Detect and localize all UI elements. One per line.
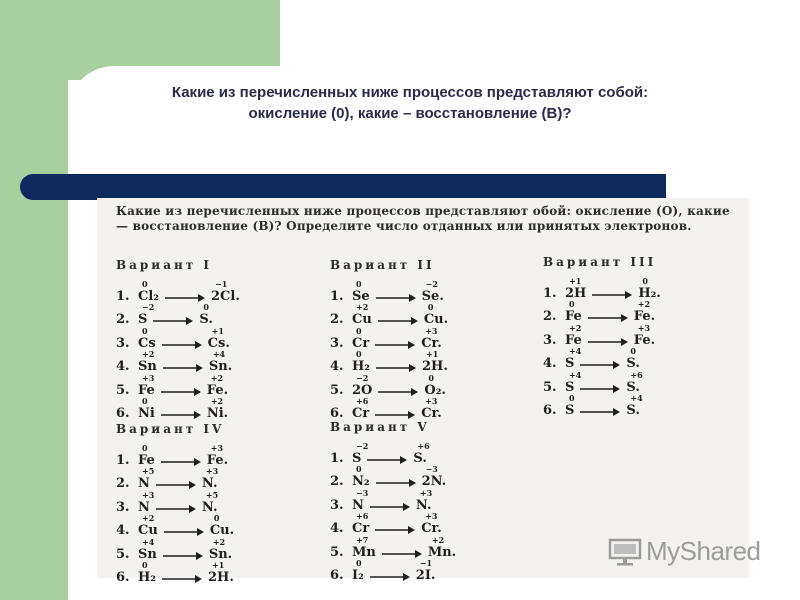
reactant-formula: N₂ <box>352 474 370 489</box>
reaction-number: 4. <box>116 523 130 538</box>
reaction-number: 1. <box>330 288 344 304</box>
reaction-row <box>116 515 326 539</box>
product <box>633 322 656 348</box>
reaction-arrow-icon <box>588 336 628 348</box>
product <box>421 396 442 421</box>
reaction-row <box>330 536 540 560</box>
reactant-oxidation-state: 0 <box>142 278 148 289</box>
reactant-oxidation-state: −2 <box>356 372 369 383</box>
product <box>421 349 448 374</box>
product-formula: N. <box>201 476 218 491</box>
reaction-row <box>116 280 326 304</box>
reaction-arrow-icon <box>376 362 416 374</box>
reaction-number: 4. <box>330 359 344 374</box>
product-formula: Ni. <box>206 406 229 421</box>
reactant-formula: Fe <box>565 309 582 324</box>
reaction-number: 5. <box>330 544 344 560</box>
reactant-formula: Fe <box>138 382 155 398</box>
reactant-formula: 2H <box>565 285 587 301</box>
reaction-row <box>116 327 326 351</box>
product-oxidation-state: +3 <box>419 487 433 498</box>
reaction-arrow-icon <box>382 548 422 560</box>
reactant-formula: S <box>565 403 575 418</box>
reactant-oxidation-state: 0 <box>142 396 148 406</box>
reactant-formula: S <box>565 379 575 395</box>
reactant-formula: Cu <box>138 523 158 538</box>
reactant-formula: Sn <box>138 359 157 374</box>
reaction-row <box>330 442 540 466</box>
reaction-arrow-icon <box>162 339 202 351</box>
reactant-oxidation-state: +4 <box>569 346 582 356</box>
reaction-row <box>330 351 540 375</box>
reaction-number: 6. <box>330 406 344 421</box>
reaction-arrow-icon <box>367 454 407 466</box>
reaction-row <box>116 491 326 515</box>
reaction-number: 3. <box>330 335 344 351</box>
reaction-number: 6. <box>116 570 130 585</box>
reaction-number: 5. <box>543 379 557 395</box>
product-formula: Fe. <box>206 382 229 398</box>
product <box>415 558 436 583</box>
product-oxidation-state: 0 <box>427 302 434 312</box>
product-oxidation-state: +4 <box>212 349 226 359</box>
reactant-formula: I₂ <box>352 568 364 583</box>
reaction-row <box>116 538 326 562</box>
product-formula: Sn. <box>208 546 233 562</box>
reaction-arrow-icon <box>580 359 620 371</box>
reaction-number: 4. <box>543 356 557 371</box>
reactant-oxidation-state: +7 <box>356 534 369 545</box>
reaction-row <box>543 324 743 348</box>
reaction-number: 6. <box>543 403 557 418</box>
reaction-number: 3. <box>330 497 344 513</box>
logo-text: MyShared <box>646 536 761 566</box>
reaction-number: 1. <box>116 452 130 468</box>
reactant-oxidation-state: +6 <box>356 511 369 521</box>
product-oxidation-state: +2 <box>637 299 651 309</box>
reactant-oxidation-state: +2 <box>142 513 155 523</box>
reaction-row <box>330 560 540 584</box>
variant-title: Вариант III <box>543 255 657 269</box>
reaction-number: 1. <box>116 288 130 304</box>
reaction-number: 4. <box>330 521 344 536</box>
product-formula: O₂. <box>424 382 446 398</box>
product-oxidation-state: +1 <box>211 325 224 336</box>
reactant-oxidation-state: +3 <box>142 489 155 500</box>
reaction-row <box>543 371 743 395</box>
product-formula: Fe. <box>206 452 229 468</box>
product-oxidation-state: −1 <box>214 278 228 289</box>
reactant-oxidation-state: 0 <box>356 278 362 289</box>
product-oxidation-state: +1 <box>211 560 225 570</box>
reaction-number: 1. <box>330 450 344 466</box>
product-oxidation-state: +4 <box>630 393 643 403</box>
reactant-formula: Cr <box>352 521 370 536</box>
product-formula: 2H. <box>207 570 234 585</box>
product-formula: S. <box>626 403 640 418</box>
product-oxidation-state: −3 <box>425 464 438 474</box>
reactant-formula: Se <box>352 288 370 304</box>
reactant-oxidation-state: 0 <box>356 558 362 568</box>
variant-title: Вариант I <box>116 258 212 272</box>
reactant-formula: Cr <box>352 406 370 421</box>
product-oxidation-state: +2 <box>212 536 226 547</box>
reactant-formula: H₂ <box>138 570 156 585</box>
product-formula: Cu. <box>209 523 235 538</box>
reaction-row <box>116 444 326 468</box>
product-formula: 2I. <box>415 568 436 583</box>
product-formula: Cs. <box>207 335 230 351</box>
background-green-left <box>0 0 68 600</box>
reactant-oxidation-state: 0 <box>142 442 148 453</box>
reaction-number: 2. <box>116 476 130 491</box>
product-formula: S. <box>413 450 427 466</box>
reaction-arrow-icon <box>161 456 201 468</box>
reaction-arrow-icon <box>376 292 416 304</box>
product-oxidation-state: +1 <box>425 349 439 359</box>
reactant-formula: Fe <box>565 332 582 348</box>
product-formula: Se. <box>421 288 444 304</box>
reactant-formula: S <box>565 356 575 371</box>
reaction-arrow-icon <box>161 409 201 421</box>
product-formula: Cr. <box>421 406 442 421</box>
reaction-row <box>116 374 326 398</box>
reactant-oxidation-state: +4 <box>142 536 155 547</box>
reactant-formula: H₂ <box>352 359 370 374</box>
product-oxidation-state: +3 <box>205 466 219 476</box>
variant-title: Вариант IV <box>116 422 225 436</box>
reactant-oxidation-state: 0 <box>356 325 362 336</box>
reactant-oxidation-state: 0 <box>356 349 362 359</box>
reactant-formula: Cr <box>352 335 370 351</box>
variant-block <box>330 258 540 421</box>
variant-block <box>116 422 326 585</box>
reaction-row <box>116 304 326 328</box>
product-oxidation-state: +5 <box>205 489 219 500</box>
product-formula: Fe. <box>633 309 656 324</box>
product-oxidation-state: +3 <box>637 322 651 333</box>
reaction-arrow-icon <box>580 406 620 418</box>
reactant-formula: N <box>138 499 150 515</box>
product-oxidation-state: 0 <box>428 372 434 383</box>
reactant-formula: Cu <box>352 312 372 327</box>
reaction-arrow-icon <box>163 550 203 562</box>
product-formula: S. <box>199 312 213 327</box>
reaction-row <box>330 466 540 490</box>
product-oxidation-state: 0 <box>630 346 636 356</box>
reactant-formula: Sn <box>138 546 157 562</box>
reaction-row <box>543 348 743 372</box>
reaction-number: 5. <box>116 382 130 398</box>
reaction-row <box>116 398 326 422</box>
reaction-number: 6. <box>116 406 130 421</box>
product-formula: 2Cl. <box>210 288 240 304</box>
reaction-arrow-icon <box>156 479 196 491</box>
reaction-number: 3. <box>543 332 557 348</box>
reactant-formula: Mn <box>352 544 376 560</box>
reaction-row <box>543 301 743 325</box>
reaction-arrow-icon <box>162 573 202 585</box>
reactant-oxidation-state: +1 <box>569 275 582 286</box>
reaction-number: 2. <box>330 312 344 327</box>
reaction-row <box>330 280 540 304</box>
reaction-arrow-icon <box>378 386 418 398</box>
product-formula: Mn. <box>427 544 457 560</box>
product <box>626 393 643 418</box>
product-formula: N. <box>201 499 218 515</box>
reactant-oxidation-state: −2 <box>142 302 155 312</box>
reactant <box>565 393 575 418</box>
product-oxidation-state: +6 <box>417 440 430 451</box>
slide-title-line2: окисление (0), какие – восстановление (В)? <box>248 105 572 122</box>
product-formula: H₂. <box>638 285 661 301</box>
reaction-row <box>543 395 743 419</box>
slide-title-line1: Какие из перечисленных ниже процессов представляют собой: <box>171 84 649 101</box>
reaction-row <box>330 304 540 328</box>
variant-title: Вариант V <box>330 420 430 434</box>
reactant-oxidation-state: +5 <box>142 466 155 476</box>
reaction-row <box>116 468 326 492</box>
reaction-arrow-icon <box>161 386 201 398</box>
product-formula: Cr. <box>421 335 442 351</box>
reactant-oxidation-state: +4 <box>569 369 582 380</box>
reaction-arrow-icon <box>156 503 196 515</box>
product <box>206 396 229 421</box>
reaction-row <box>330 513 540 537</box>
variant-title: Вариант II <box>330 258 435 272</box>
reaction-arrow-icon <box>375 339 415 351</box>
product-oxidation-state: +2 <box>210 372 224 383</box>
reaction-row <box>543 277 743 301</box>
variant-block <box>116 258 326 421</box>
reaction-number: 1. <box>543 285 557 301</box>
product-formula: S. <box>626 379 640 395</box>
reaction-arrow-icon <box>580 383 620 395</box>
reactant-oxidation-state: −3 <box>356 487 369 498</box>
reactant-oxidation-state: +2 <box>356 302 369 312</box>
reactant-formula: N <box>138 476 150 491</box>
reactant-formula: 2O <box>352 382 373 398</box>
reaction-arrow-icon <box>163 362 203 374</box>
reactant-oxidation-state: +2 <box>142 349 155 359</box>
reactant-oxidation-state: 0 <box>356 464 362 474</box>
product-oxidation-state: −2 <box>425 278 438 289</box>
reactant-formula: S <box>352 450 362 466</box>
reaction-arrow-icon <box>588 312 628 324</box>
reaction-number: 3. <box>116 335 130 351</box>
reactant-oxidation-state: +3 <box>142 372 155 383</box>
reaction-number: 5. <box>330 382 344 398</box>
reaction-number: 5. <box>116 546 130 562</box>
product-formula: Sn. <box>208 359 233 374</box>
product-formula: N. <box>415 497 432 513</box>
reactant-formula: S <box>138 312 148 327</box>
reaction-row <box>330 398 540 422</box>
product <box>207 560 234 585</box>
title-divider-bar <box>20 174 666 200</box>
reactant-formula: Fe <box>138 452 155 468</box>
product-formula: S. <box>626 356 640 371</box>
product-oxidation-state: 0 <box>203 302 209 312</box>
reactant <box>352 302 372 327</box>
slide-title <box>70 82 750 124</box>
reactant-formula: Cs <box>138 335 156 351</box>
reaction-arrow-icon <box>164 526 204 538</box>
reactant-formula: N <box>352 497 364 513</box>
product-formula: 2N. <box>421 474 447 489</box>
product <box>210 278 240 304</box>
reactant-formula: Ni <box>138 406 155 421</box>
reaction-arrow-icon <box>378 315 418 327</box>
product-oxidation-state: +2 <box>210 396 224 406</box>
product-oxidation-state: 0 <box>213 513 220 523</box>
reactant-oxidation-state: +6 <box>356 396 369 406</box>
reactant-oxidation-state: 0 <box>142 560 148 570</box>
reactant-oxidation-state: 0 <box>569 393 575 403</box>
reaction-arrow-icon <box>370 571 410 583</box>
reactant-oxidation-state: +2 <box>569 322 582 333</box>
reaction-arrow-icon <box>376 477 416 489</box>
product-oxidation-state: −1 <box>419 558 433 568</box>
reaction-number: 3. <box>116 499 130 515</box>
product-oxidation-state: +3 <box>425 396 438 406</box>
product-oxidation-state: 0 <box>642 275 648 286</box>
reaction-row <box>116 351 326 375</box>
reaction-arrow-icon <box>375 524 415 536</box>
reaction-arrow-icon <box>165 292 205 304</box>
product-formula: 2H. <box>421 359 448 374</box>
reactant-formula: Cl₂ <box>138 288 159 304</box>
product-oxidation-state: +6 <box>630 369 643 380</box>
reaction-row <box>330 327 540 351</box>
reactant <box>138 396 155 421</box>
product-oxidation-state: +3 <box>210 442 224 453</box>
reaction-row <box>330 374 540 398</box>
reaction-arrow-icon <box>592 289 632 301</box>
product-formula: Fe. <box>633 332 656 348</box>
reaction-number: 2. <box>116 312 130 327</box>
reaction-number: 6. <box>330 568 344 583</box>
reaction-number: 2. <box>543 309 557 324</box>
reactant <box>352 558 364 583</box>
product-oxidation-state: +3 <box>425 325 438 336</box>
reactant <box>352 396 370 421</box>
reaction-number: 4. <box>116 359 130 374</box>
reaction-row <box>116 562 326 586</box>
reaction-arrow-icon <box>153 315 193 327</box>
reactant-oxidation-state: 0 <box>569 299 575 309</box>
product-oxidation-state: +3 <box>425 511 438 521</box>
product-formula: Cu. <box>423 312 449 327</box>
reactant-oxidation-state: −2 <box>356 440 369 451</box>
variant-block <box>330 420 540 583</box>
reactant-oxidation-state: 0 <box>142 325 148 336</box>
product-formula: Cr. <box>421 521 442 536</box>
reactant <box>138 560 156 585</box>
product <box>427 534 457 560</box>
reaction-row <box>330 489 540 513</box>
worksheet-instruction: Какие из перечисленных ниже процессов представляют обой: окисление (О), какие — восстановление (В)? Определите число отданных или принятых электронов. <box>116 204 730 233</box>
reaction-number: 2. <box>330 474 344 489</box>
product-oxidation-state: +2 <box>431 534 445 545</box>
variant-block <box>543 255 743 418</box>
myshared-logo <box>608 536 761 567</box>
presentation-board-icon <box>608 538 642 566</box>
reaction-arrow-icon <box>370 501 410 513</box>
